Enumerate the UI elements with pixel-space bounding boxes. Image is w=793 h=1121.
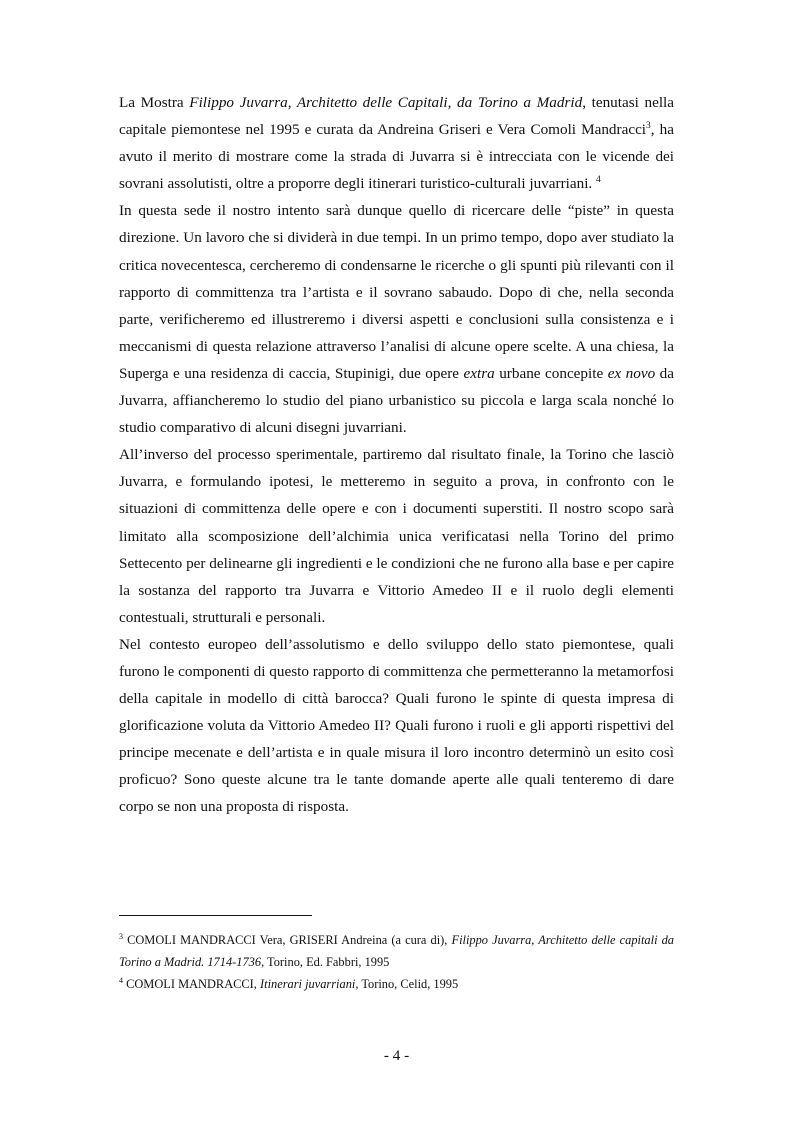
footnote-ref-3[interactable]: 3 xyxy=(646,121,651,132)
footnote-ref-4[interactable]: 4 xyxy=(596,175,601,186)
text-run: COMOLI MANDRACCI Vera, GRISERI Andreina (a cura di), xyxy=(123,933,452,947)
italic-term: ex novo xyxy=(607,364,656,382)
footnote-number: 3 xyxy=(119,932,123,941)
body-text xyxy=(119,89,674,821)
text-run: da Juvarra, affiancheremo lo studio del piano urbanistico su piccola e larga scala nonché lo studio comparativo di alcuni disegni juvarriani. xyxy=(119,364,674,437)
text-run: , Torino, Celid, 1995 xyxy=(355,977,459,991)
paragraph-3: All’inverso del processo sperimentale, partiremo dal risultato finale, la Torino che lasciò Juvarra, e formulando ipotesi, le metteremo in seguito a prova, in confronto con le situazioni di committenza delle opere e con i documenti superstiti. Il nostro scopo sarà limitato alla scomposizione dell’alchimia unica verificatasi nella Torino del primo Settecento per delinearne gli ingredienti e le condizioni che ne furono alla base e per capire la sostanza del rapporto tra Juvarra e Vittorio Amedeo II e il ruolo degli elementi contestuali, strutturali e personali. xyxy=(119,446,674,626)
footnote-separator xyxy=(119,915,312,916)
cited-title: Filippo Juvarra, Architetto delle capitali da Torino a Madrid. 1714-1736 xyxy=(119,933,675,969)
paragraph-2 xyxy=(119,197,674,441)
footnote-4 xyxy=(119,973,674,995)
text-run: , tenutasi nella capitale piemontese nel 1995 e curata da Andreina Griseri e Vera Comoli Mandracci xyxy=(119,94,675,139)
exhibition-title: Filippo Juvarra, Architetto delle Capitali, da Torino a Madrid xyxy=(189,94,583,111)
page-number: - 4 - xyxy=(383,1047,410,1064)
text-run: La Mostra xyxy=(119,94,190,111)
footnotes xyxy=(119,929,674,995)
text-run: urbane concepite xyxy=(494,364,608,382)
footnote-number: 4 xyxy=(119,976,123,985)
cited-title: Itinerari juvarriani xyxy=(260,977,356,991)
text-run: In questa sede il nostro intento sarà dunque quello di ricercare delle “piste” in questa direzione. Un lavoro che si dividerà in due tempi. In un primo tempo, dopo aver studiato la critica novecentesca, cercheremo di condensarne le ricerche o gli spunti più rilevanti con il rapporto di committenza tra l’artista e il sovrano sabaudo. Dopo di che, nella seconda parte, verificheremo ed illustreremo i diversi aspetti e conclusioni sulla consistenza e i meccanismi di questa relazione attraverso l’analisi di alcune opere scelte. A una chiesa, la Superga e una residenza di caccia, Stupinigi, due opere xyxy=(119,202,674,382)
paragraph-1 xyxy=(119,89,674,197)
footnote-3 xyxy=(119,929,674,973)
text-run: , ha avuto il merito di mostrare come la strada di Juvarra si è intrecciata con le vicende dei sovrani assolutisti, oltre a proporre degli itinerari turistico-culturali juvarriani. xyxy=(119,121,674,193)
text-run: , Torino, Ed. Fabbri, 1995 xyxy=(261,955,390,969)
text-run: COMOLI MANDRACCI, xyxy=(123,977,260,991)
italic-term: extra xyxy=(463,364,495,382)
paragraph-4: Nel contesto europeo dell’assolutismo e dello sviluppo dello stato piemontese, quali furono le componenti di questo rapporto di committenza che permetteranno la metamorfosi della capitale in modello di città barocca? Quali furono le spinte di questa impresa di glorificazione voluta da Vittorio Amedeo II? Quali furono i ruoli e gli apporti rispettivi del principe mecenate e dell’artista e in quale misura il loro incontro determinò un esito così proficuo? Sono queste alcune tra le tante domande aperte alle quali tenteremo di dare corpo se non una proposta di risposta. xyxy=(119,635,674,816)
